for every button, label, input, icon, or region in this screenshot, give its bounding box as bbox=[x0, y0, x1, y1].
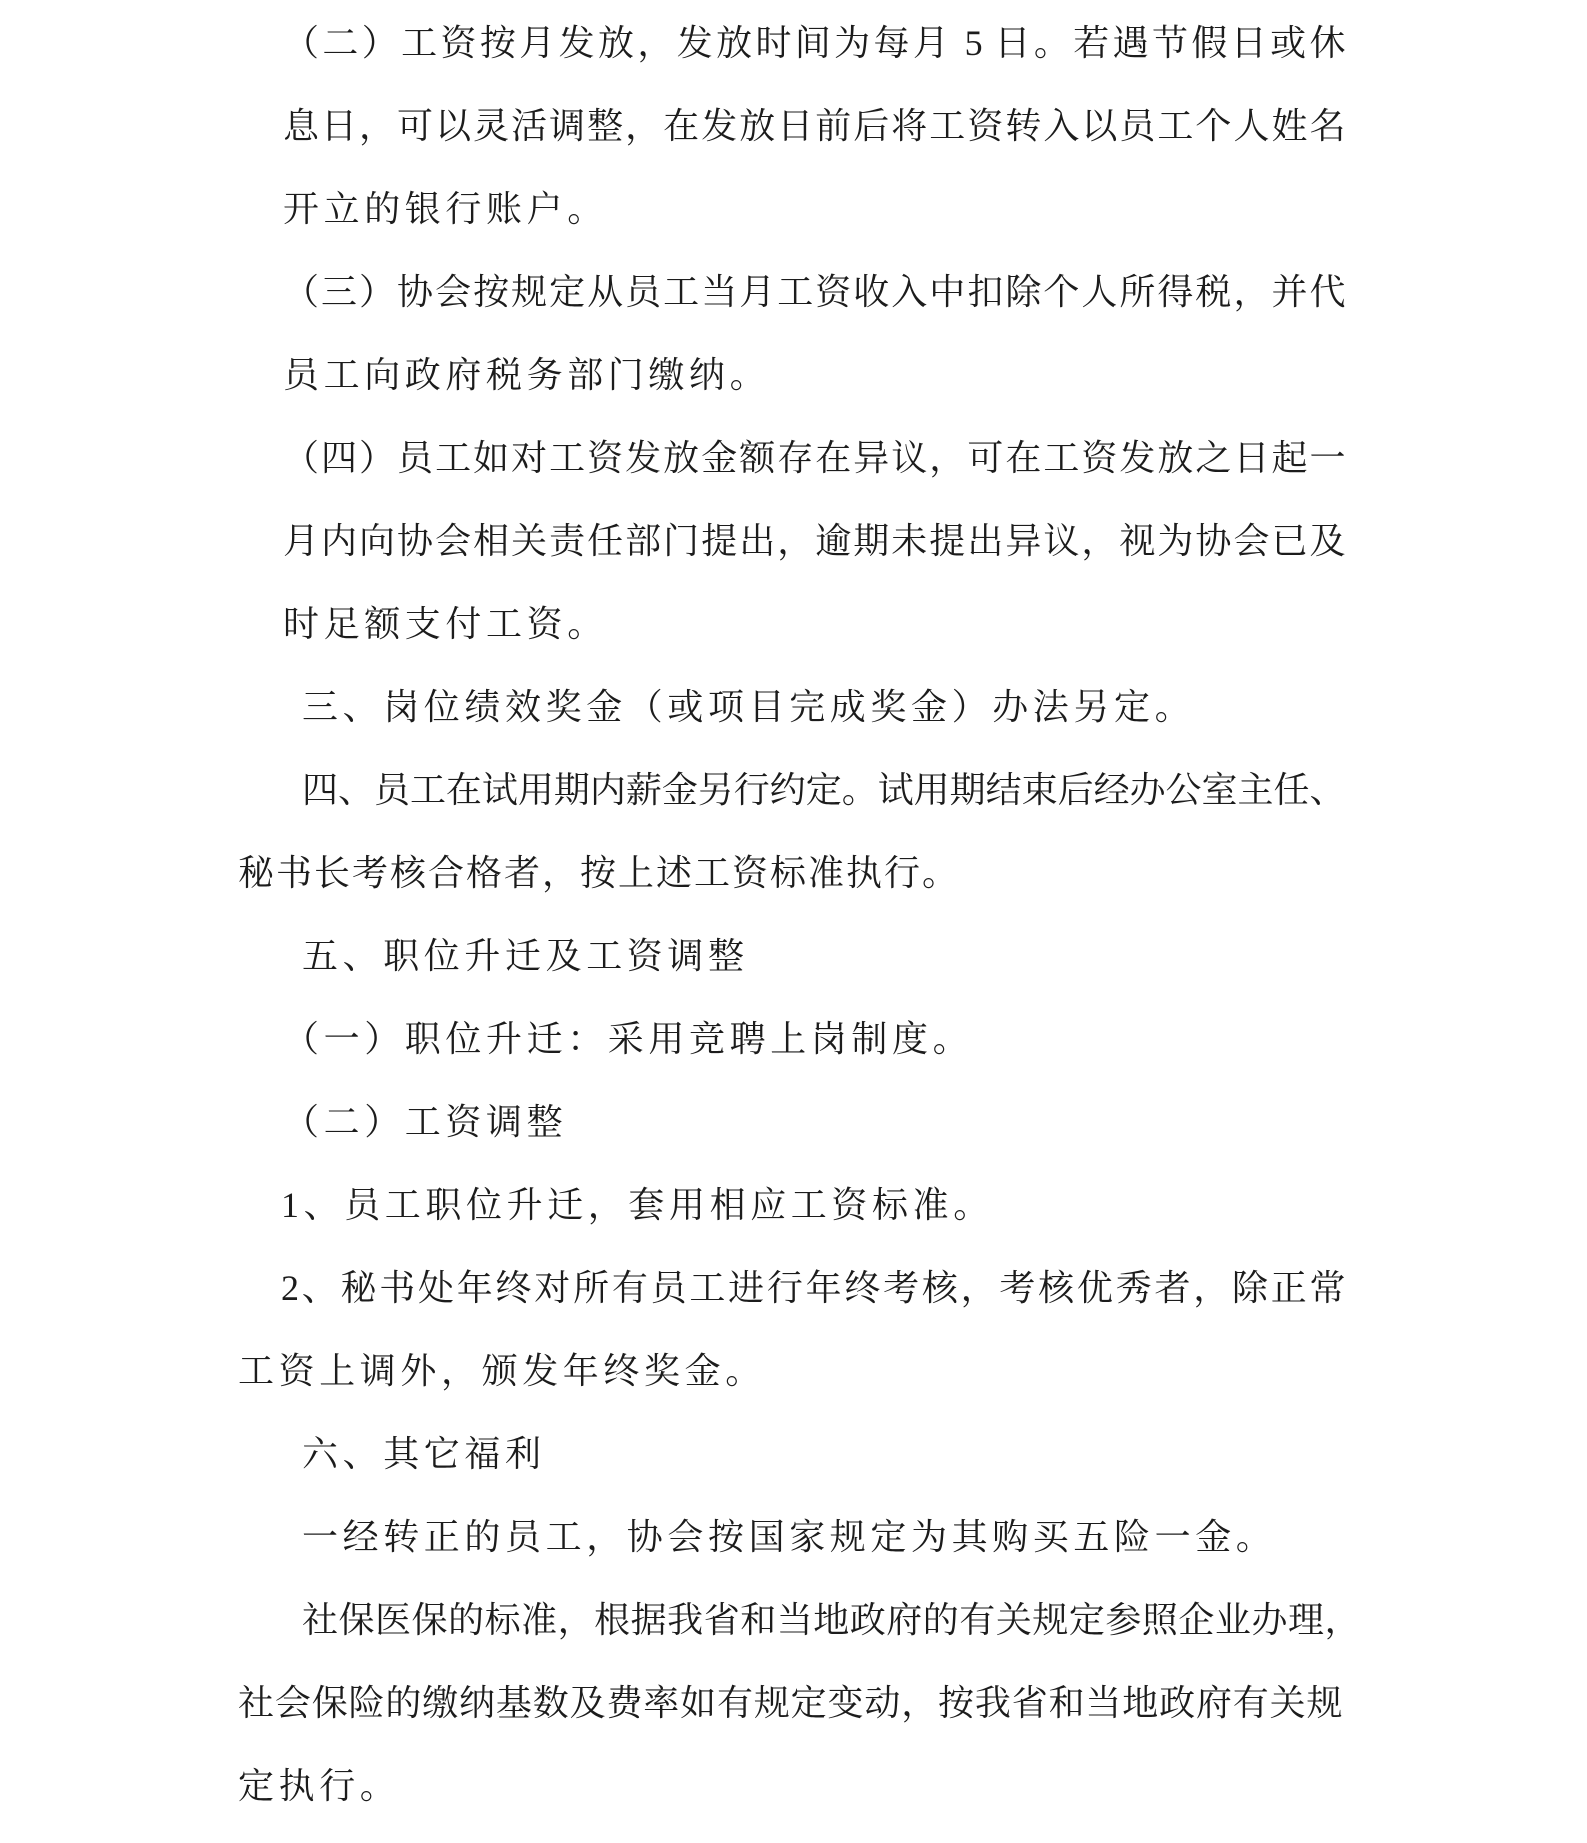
document-line: （二）工资调整 bbox=[283, 1102, 568, 1142]
document-line: 三、岗位绩效奖金（或项目完成奖金）办法另定。 bbox=[302, 687, 1196, 727]
document-line: （三）协会按规定从员工当月工资收入中扣除个人所得税，并代 bbox=[283, 272, 1345, 312]
document-line: 工资上调外，颁发年终奖金。 bbox=[238, 1351, 766, 1391]
document-line: 四、员工在试用期内薪金另行约定。试用期结束后经办公室主任、 bbox=[302, 770, 1345, 810]
document-line: （一）职位升迁：采用竞聘上岗制度。 bbox=[283, 1019, 974, 1059]
document-line: 一经转正的员工，协会按国家规定为其购买五险一金。 bbox=[302, 1517, 1277, 1557]
document-line: 开立的银行账户。 bbox=[283, 189, 608, 229]
document-line: 社会保险的缴纳基数及费率如有规定变动，按我省和当地政府有关规 bbox=[238, 1683, 1342, 1723]
document-line: （二）工资按月发放，发放时间为每月 5 日。若遇节假日或休 bbox=[283, 23, 1345, 63]
document-line: 2、秘书处年终对所有员工进行年终考核，考核优秀者，除正常 bbox=[281, 1268, 1345, 1308]
document-line: 1、员工职位升迁，套用相应工资标准。 bbox=[281, 1185, 994, 1225]
document-text-block bbox=[0, 2, 1587, 1828]
document-line: 社保医保的标准，根据我省和当地政府的有关规定参照企业办理， bbox=[302, 1600, 1360, 1640]
document-line: 员工向政府税务部门缴纳。 bbox=[283, 355, 771, 395]
document-line: 五、职位升迁及工资调整 bbox=[302, 936, 749, 976]
document-line: 秘书长考核合格者，按上述工资标准执行。 bbox=[238, 853, 961, 893]
document-line: 定执行。 bbox=[238, 1766, 401, 1806]
document-line: （四）员工如对工资发放金额存在异议，可在工资发放之日起一 bbox=[283, 438, 1345, 478]
document-line: 息日，可以灵活调整，在发放日前后将工资转入以员工个人姓名 bbox=[283, 106, 1345, 146]
document-line: 月内向协会相关责任部门提出，逾期未提出异议，视为协会已及 bbox=[283, 521, 1345, 561]
document-line: 时足额支付工资。 bbox=[283, 604, 608, 644]
document-line: 六、其它福利 bbox=[302, 1434, 546, 1474]
